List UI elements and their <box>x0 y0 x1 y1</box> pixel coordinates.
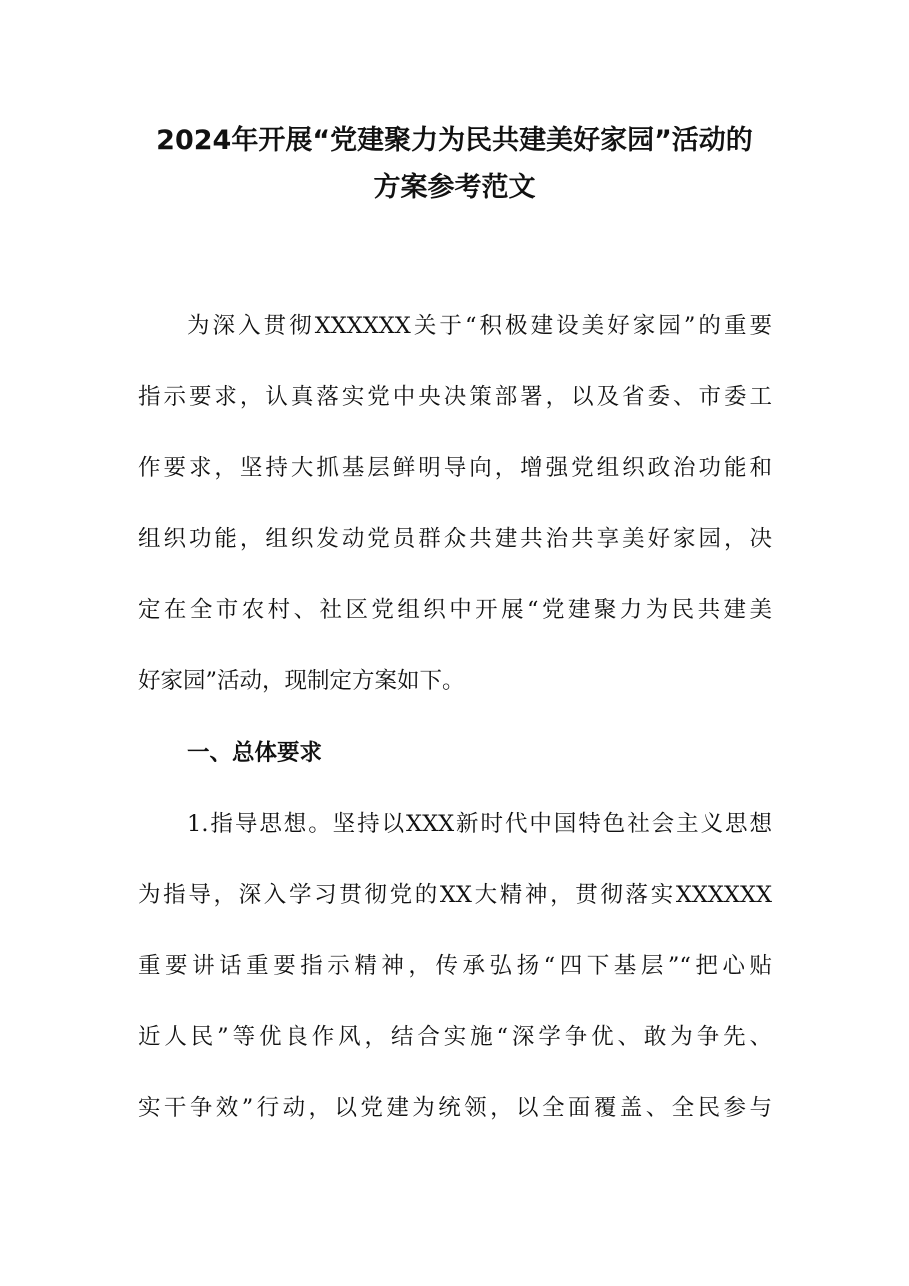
intro-paragraph-line-1: 为深入贯彻XXXXXX关于“积极建设美好家园”的重要 <box>187 313 772 339</box>
intro-paragraph-line-3: 作要求，坚持大抓基层鲜明导向，增强党组织政治功能和 <box>138 455 772 481</box>
section-1-line-5: 实干争效”行动，以党建为统领，以全面覆盖、全民参与 <box>138 1095 772 1121</box>
section-1-line-4: 近人民”等优良作风，结合实施“深学争优、敢为争先、 <box>138 1024 772 1050</box>
document-title-line-1: 2024年开展“党建聚力为民共建美好家园”活动的 <box>156 125 753 156</box>
intro-paragraph-line-2: 指示要求，认真落实党中央决策部署，以及省委、市委工 <box>138 384 772 410</box>
intro-paragraph-line-4: 组织功能，组织发动党员群众共建共治共享美好家园，决 <box>138 526 772 552</box>
section-1-line-3: 重要讲话重要指示精神，传承弘扬“四下基层”“把心贴 <box>138 953 772 979</box>
intro-paragraph-line-5: 定在全市农村、社区党组织中开展“党建聚力为民共建美 <box>138 597 772 623</box>
section-1-line-1: 1.指导思想。坚持以XXX新时代中国特色社会主义思想 <box>187 811 772 837</box>
section-1-line-2: 为指导，深入学习贯彻党的XX大精神，贯彻落实XXXXXX <box>138 882 772 908</box>
intro-paragraph-line-6: 好家园”活动，现制定方案如下。 <box>138 668 465 694</box>
document-title-line-2: 方案参考范文 <box>373 172 536 203</box>
section-heading-general-requirements: 一、总体要求 <box>187 740 323 766</box>
